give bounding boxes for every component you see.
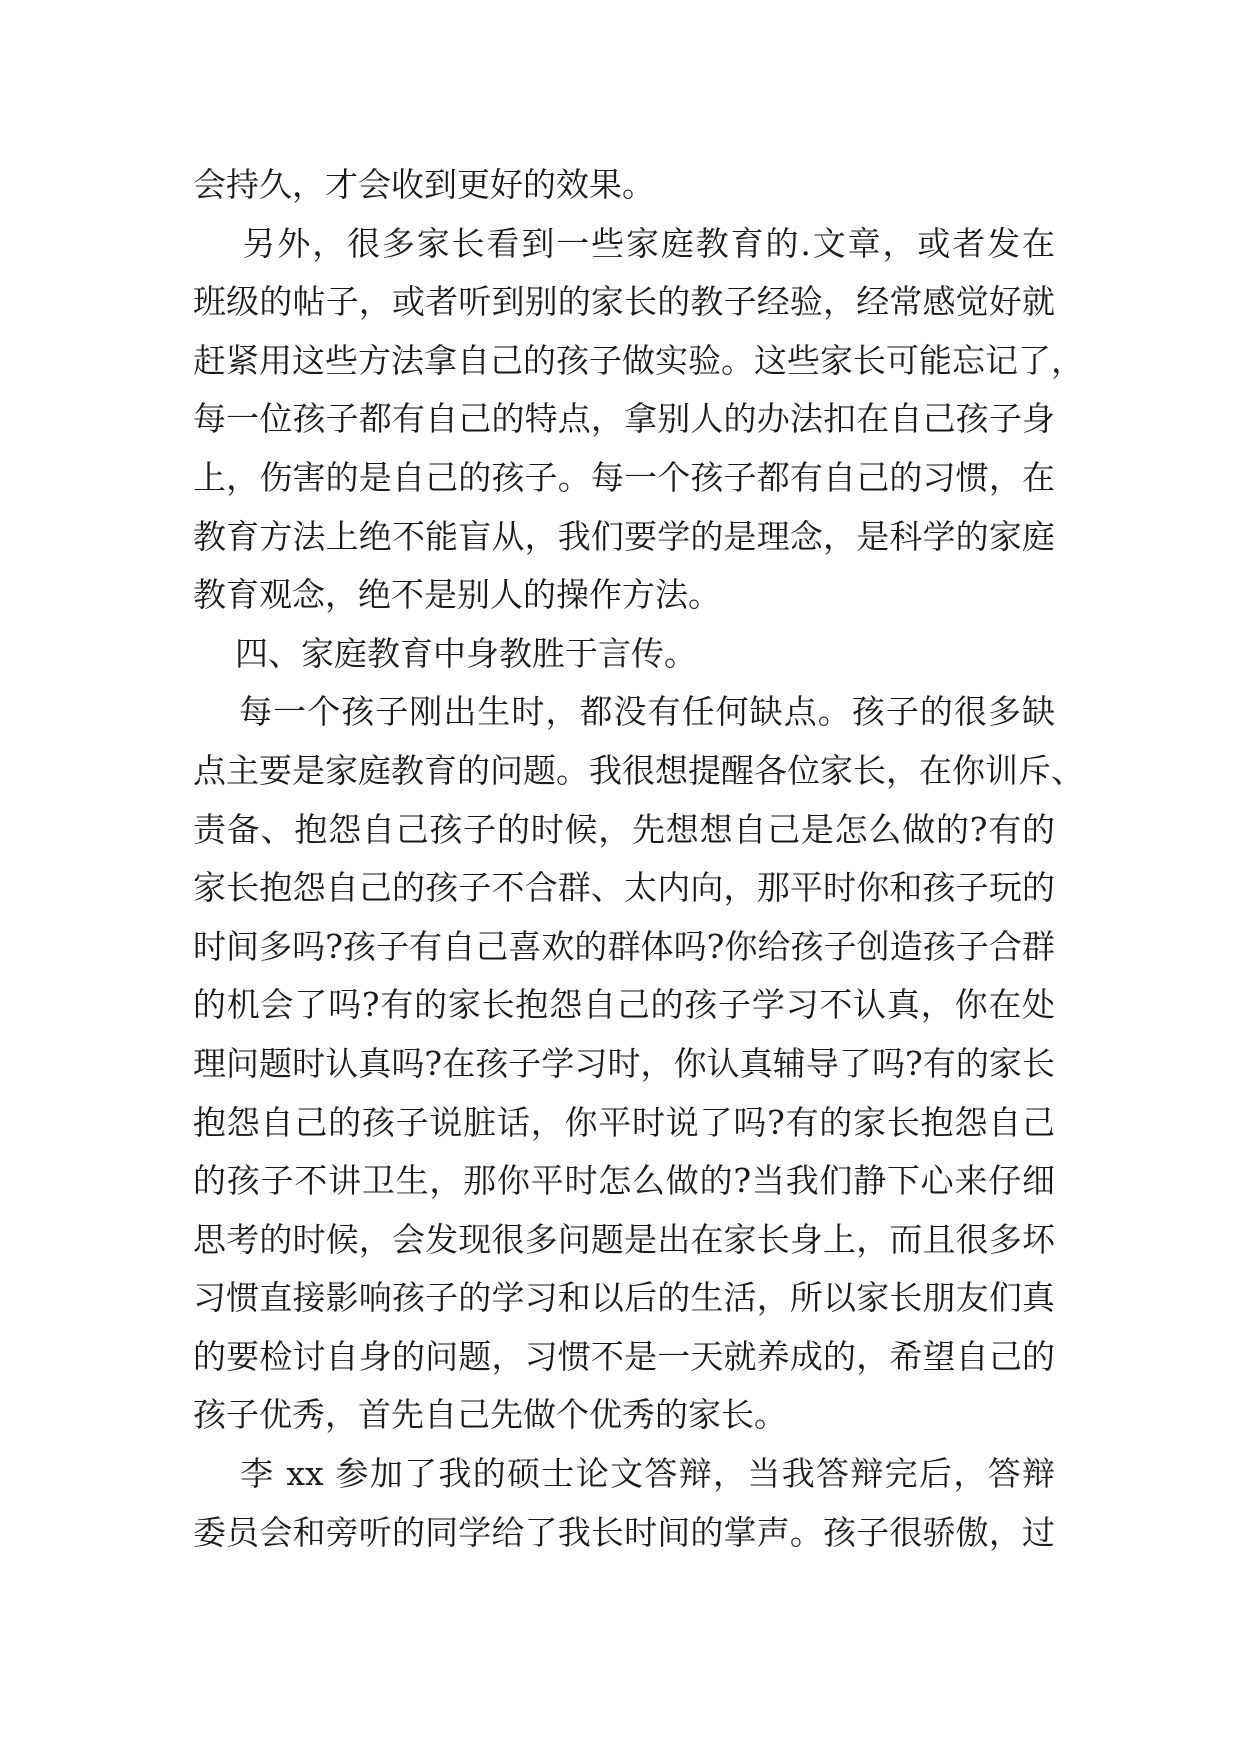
- text-line: 四、家庭教育中身教胜于言传。: [193, 633, 697, 673]
- text-line: 点主要是家庭教育的问题。我很想提醒各位家长，在你训斥、: [193, 750, 1084, 790]
- text-line: 理问题时认真吗?在孩子学习时，你认真辅导了吗?有的家长: [193, 1043, 1055, 1083]
- text-line: 的孩子不讲卫生，那你平时怎么做的?当我们静下心来仔细: [193, 1161, 1055, 1201]
- text-line: 教育方法上绝不能盲从，我们要学的是理念，是科学的家庭: [193, 516, 1055, 556]
- text-line: 时间多吗?孩子有自己喜欢的群体吗?你给孩子创造孩子合群: [193, 926, 1055, 966]
- text-line: 家长抱怨自己的孩子不合群、太内向，那平时你和孩子玩的: [193, 868, 1055, 908]
- text-line: 抱怨自己的孩子说脏话，你平时说了吗?有的家长抱怨自己: [193, 1102, 1055, 1142]
- text-line: 的要检讨自身的问题，习惯不是一天就养成的，希望自己的: [193, 1336, 1055, 1376]
- text-line: 教育观念，绝不是别人的操作方法。: [193, 575, 721, 615]
- text-line: 每一位孩子都有自己的特点，拿别人的办法扣在自己孩子身: [193, 399, 1055, 439]
- text-line: 委员会和旁听的同学给了我长时间的掌声。孩子很骄傲，过: [193, 1512, 1055, 1552]
- text-line: 赶紧用这些方法拿自己的孩子做实验。这些家长可能忘记了，: [193, 340, 1084, 380]
- text-line: 班级的帖子，或者听到别的家长的教子经验，经常感觉好就: [193, 282, 1055, 322]
- text-line: 另外，很多家长看到一些家庭教育的.文章，或者发在: [193, 223, 1055, 263]
- text-line: 上，伤害的是自己的孩子。每一个孩子都有自己的习惯，在: [193, 457, 1055, 497]
- body-text: [193, 156, 1084, 1562]
- text-line: 每一个孩子刚出生时，都没有任何缺点。孩子的很多缺: [193, 692, 1055, 732]
- text-line: 会持久，才会收到更好的效果。: [193, 165, 655, 204]
- text-line: 思考的时候，会发现很多问题是出在家长身上，而且很多坏: [193, 1219, 1055, 1259]
- text-line: 李 xx 参加了我的硕士论文答辩，当我答辩完后，答辩: [193, 1454, 1055, 1494]
- text-line: 习惯直接影响孩子的学习和以后的生活，所以家长朋友们真: [193, 1278, 1055, 1318]
- text-line: 孩子优秀，首先自己先做个优秀的家长。: [193, 1395, 787, 1435]
- text-line: 责备、抱怨自己孩子的时候，先想想自己是怎么做的?有的: [193, 809, 1055, 849]
- text-line: 的机会了吗?有的家长抱怨自己的孩子学习不认真，你在处: [193, 985, 1055, 1025]
